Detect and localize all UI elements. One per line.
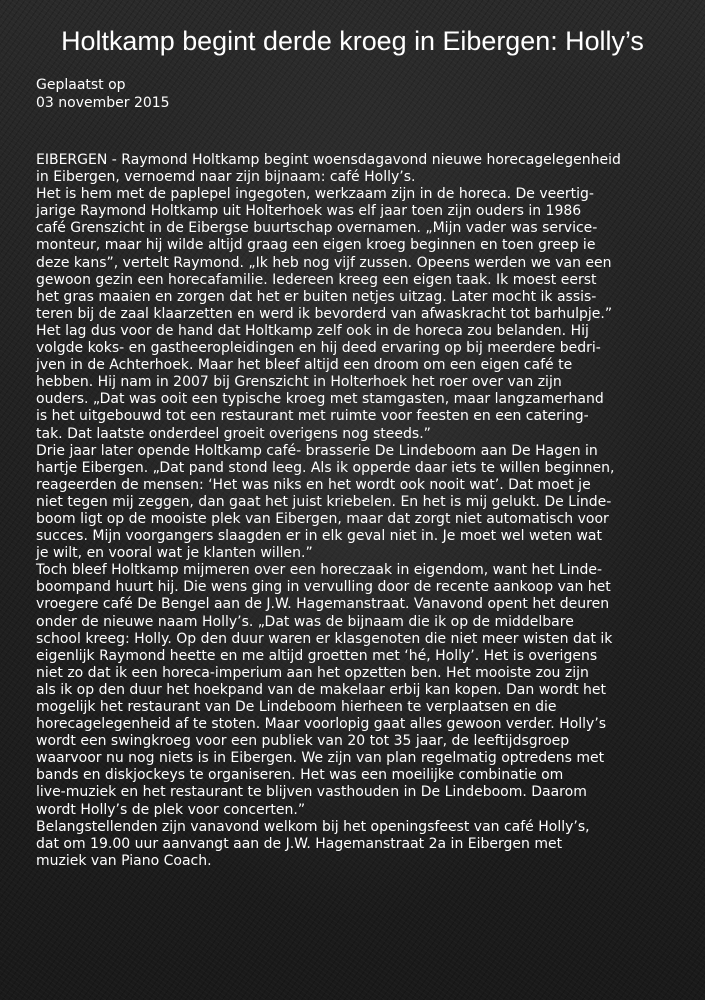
body-line: Het lag dus voor de hand dat Holtkamp zelf ook in de horeca zou belanden. Hij — [36, 322, 589, 339]
body-line: het gras maaien en zorgen dat het er buiten netjes uitzag. Later mocht ik assis- — [36, 288, 597, 305]
body-line: muziek van Piano Coach. — [36, 852, 212, 869]
body-line: gewoon gezin een horecafamilie. Iedereen kreeg een eigen taak. Ik moest eerst — [36, 271, 597, 288]
body-line: mogelijk het restaurant van De Lindeboom hierheen te verplaatsen en die — [36, 699, 557, 715]
body-line: Drie jaar later opende Holtkamp café- brasserie De Lindeboom aan De Hagen in — [36, 442, 598, 459]
body-line: hartje Eibergen. „Dat pand stond leeg. Als ik opperde daar iets te willen beginnen, — [36, 459, 615, 476]
body-line: is het uitgebouwd tot een restaurant met ruimte voor feesten en een catering- — [36, 408, 589, 425]
body-line: horecagelegenheid af te stoten. Maar voorlopig gaat alles gewoon verder. Holly’s — [36, 716, 607, 733]
body-line: café Grenszicht in de Eibergse buurtschap overnamen. „Mijn vader was service- — [36, 220, 598, 237]
posted-date: 03 november 2015 — [36, 95, 170, 111]
body-line: school kreeg: Holly. Op den duur waren er klasgenoten die niet meer wisten dat ik — [36, 630, 613, 647]
body-line: je wilt, en vooral wat je klanten willen.” — [36, 545, 313, 562]
article-title: Holtkamp begint derde kroeg in Eibergen: Holly’s — [61, 26, 644, 56]
body-line: EIBERGEN - Raymond Holtkamp begint woensdagavond nieuwe horecagelegenheid — [36, 152, 621, 168]
body-line: hebben. Hij nam in 2007 bij Grenszicht in Holterhoek het roer over van zijn — [36, 374, 562, 391]
body-line: tak. Dat laatste onderdeel groeit overigens nog steeds.” — [36, 425, 431, 442]
body-line: reageerden de mensen: ‘Het was niks en het wordt ook nooit wat’. Dat moet je — [36, 476, 591, 493]
body-line: jven in de Achterhoek. Maar het bleef altijd een droom om een eigen café te — [36, 357, 573, 374]
body-line: niet tegen mij zeggen, dan gaat het juist kriebelen. En het is mij gelukt. De Linde- — [36, 493, 612, 510]
body-line: als ik op den duur het hoekpand van de makelaar erbij kan kopen. Dan wordt het — [36, 681, 607, 698]
body-line: dat om 19.00 uur aanvangt aan de J.W. Hagemanstraat 2a in Eibergen met — [36, 835, 563, 852]
body-line: succes. Mijn voorgangers slaagden er in elk geval niet in. Je moet wel weten wat — [36, 528, 603, 545]
body-line: Het is hem met de paplepel ingegoten, werkzaam zijn in de horeca. De veertig- — [36, 186, 594, 203]
body-line: teren bij de zaal klaarzetten en werd ik bevorderd van afwaskracht tot barhulpje.” — [36, 305, 613, 322]
body-line: niet zo dat ik een horeca-imperium aan het opzetten ben. Het mooiste zou zijn — [36, 664, 589, 681]
body-line: in Eibergen, vernoemd naar zijn bijnaam: café Holly’s. — [36, 169, 416, 186]
body-line: bands en diskjockeys te organiseren. Het was een moeilijke combinatie om — [36, 767, 564, 784]
body-line: boompand huurt hij. Die wens ging in vervulling door de recente aankoop van het — [36, 579, 611, 596]
body-line: waarvoor nu nog niets is in Eibergen. We zijn van plan regelmatig optredens met — [36, 750, 605, 767]
body-line: vroegere café De Bengel aan de J.W. Hagemanstraat. Vanavond opent het deuren — [36, 596, 610, 613]
body-line: jarige Raymond Holtkamp uit Holterhoek was elf jaar toen zijn ouders in 1986 — [36, 203, 582, 220]
article-body — [36, 152, 676, 870]
body-line: wordt een swingkroeg voor een publiek van 20 tot 35 jaar, de leeftijdsgroep — [36, 733, 570, 750]
body-line: ouders. „Dat was ooit een typische kroeg met stamgasten, maar langzamerhand — [36, 391, 604, 408]
body-line: volgde koks- en gastheeropleidingen en hij deed ervaring op bij meerdere bedri- — [36, 340, 601, 357]
body-line: Belangstellenden zijn vanavond welkom bij het openingsfeest van café Holly’s, — [36, 818, 590, 835]
post-meta — [36, 76, 170, 112]
body-line: wordt Holly’s de plek voor concerten.” — [36, 801, 306, 818]
body-line: Toch bleef Holtkamp mijmeren over een horeczaak in eigendom, want het Linde- — [36, 562, 603, 579]
body-line: eigenlijk Raymond heette en me altijd groetten met ‘hé, Holly’. Het is overigens — [36, 647, 598, 664]
body-line: live-muziek en het restaurant te blijven vasthouden in De Lindeboom. Daarom — [36, 784, 587, 801]
body-line: deze kans”, vertelt Raymond. „Ik heb nog vijf zussen. Opeens werden we van een — [36, 254, 612, 271]
body-line: onder de nieuwe naam Holly’s. „Dat was de bijnaam die ik op de middelbare — [36, 613, 574, 630]
body-line: boom ligt op de mooiste plek van Eibergen, maar dat zorgt niet automatisch voor — [36, 510, 609, 527]
body-line: monteur, maar hij wilde altijd graag een eigen kroeg beginnen en toen greep ie — [36, 237, 596, 254]
posted-label: Geplaatst op — [36, 77, 126, 93]
